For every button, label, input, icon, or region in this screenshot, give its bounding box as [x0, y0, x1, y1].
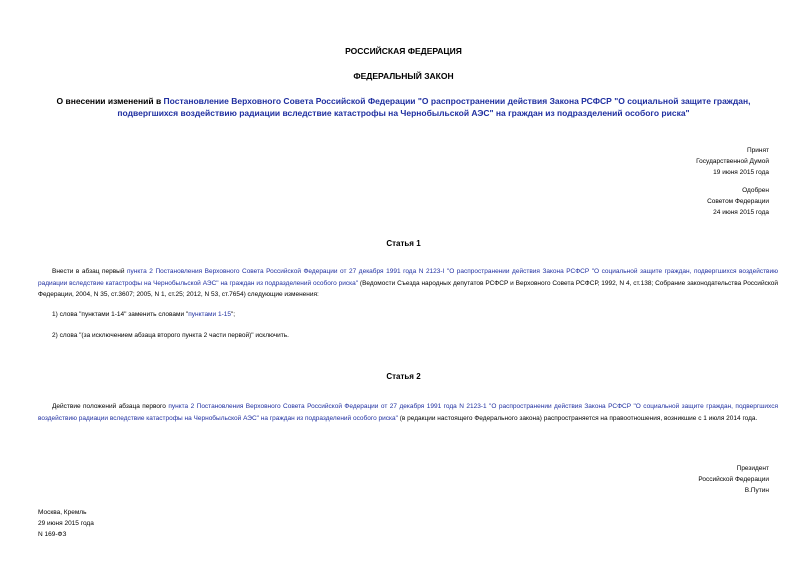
article1-text-end: (Ведомости Съезда народных депутатов РСФСР и Верховного Совета РСФСР, 1992, N 4, ст.138; Собрание законодательства Российской Федерации, 2004, N 35, ст.3607; 2005, N 1, ст.25; 2012, N 53, ст.7654) следующие изменения: [38, 279, 778, 298]
item1-link[interactable]: пунктами 1-15 [188, 311, 231, 318]
place-line3: N 169-ФЗ [38, 531, 67, 538]
approval-line1: Одобрен [742, 187, 769, 194]
title-prefix: О внесении изменений в [56, 96, 164, 106]
adoption-line2: Государственной Думой [696, 158, 769, 165]
article1-link[interactable]: пункта 2 Постановления Верховного Совета Российской Федерации от 27 декабря 1991 года N 2123-I "О распространении действия Закона РСФСР "О социальной защите граждан, подвергшихся воздействию радиации вследствие катастрофы на Чернобыльской АЭС" на граждан из подразделений особого риска" [38, 268, 779, 287]
place-block [38, 507, 94, 540]
approval-block [707, 185, 769, 218]
article1-text-start: Внести в абзац первый [52, 268, 127, 275]
place-line2: 29 июня 2015 года [38, 520, 94, 527]
place-line1: Москва, Кремль [38, 509, 87, 516]
signature-line2: Российской Федерации [698, 476, 769, 483]
article1-item1 [52, 309, 235, 320]
law-title [30, 95, 777, 119]
approval-line3: 24 июня 2015 года [713, 209, 769, 216]
title-link-part1[interactable]: Постановление Верховного Совета Российской Федерации "О распространении действия Закона РСФСР "О социальной защите граждан, [163, 96, 751, 106]
title-link-part2[interactable]: подвергшихся воздействию радиации вследствие катастрофы на Чернобыльской АЭС" на граждан из подразделений особого риска" [117, 108, 690, 118]
article2-paragraph [38, 401, 778, 424]
adoption-block [696, 145, 769, 178]
article1-heading: Статья 1 [386, 239, 421, 248]
adoption-line3: 19 июня 2015 года [713, 169, 769, 176]
article2-text-end: (в редакции настоящего Федерального закона) распространяется на правоотношения, возникшие с 1 июля 2014 года. [397, 414, 758, 422]
article2-text-start: Действие положений абзаца первого [52, 403, 169, 410]
adoption-line1: Принят [746, 147, 769, 154]
federation-heading: РОССИЙСКАЯ ФЕДЕРАЦИЯ [345, 46, 462, 56]
law-type-heading: ФЕДЕРАЛЬНЫЙ ЗАКОН [353, 71, 454, 81]
article2-heading: Статья 2 [386, 372, 421, 381]
signature-line3: В.Путин [744, 487, 769, 494]
item1-text-end: "; [230, 311, 236, 318]
approval-line2: Советом Федерации [707, 198, 769, 205]
article1-paragraph [38, 266, 778, 301]
signature-line1: Президент [736, 465, 769, 472]
article1-item2: 2) слова "(за исключением абзаца второго пункта 2 части первой)" исключить. [52, 332, 289, 339]
signature-block [698, 463, 769, 496]
article2-link[interactable]: пункта 2 Постановления Верховного Совета Российской Федерации от 27 декабря 1991 года N 2123-1 "О распространении действия Закона РСФСР "О социальной защите граждан, подвергшихся воздействию радиации вследствие катастрофы на Чернобыльской АЭС" на граждан из подразделений особого риска" [38, 403, 778, 422]
item1-text-start: 1) слова "пунктами 1-14" заменить словами " [52, 311, 189, 318]
